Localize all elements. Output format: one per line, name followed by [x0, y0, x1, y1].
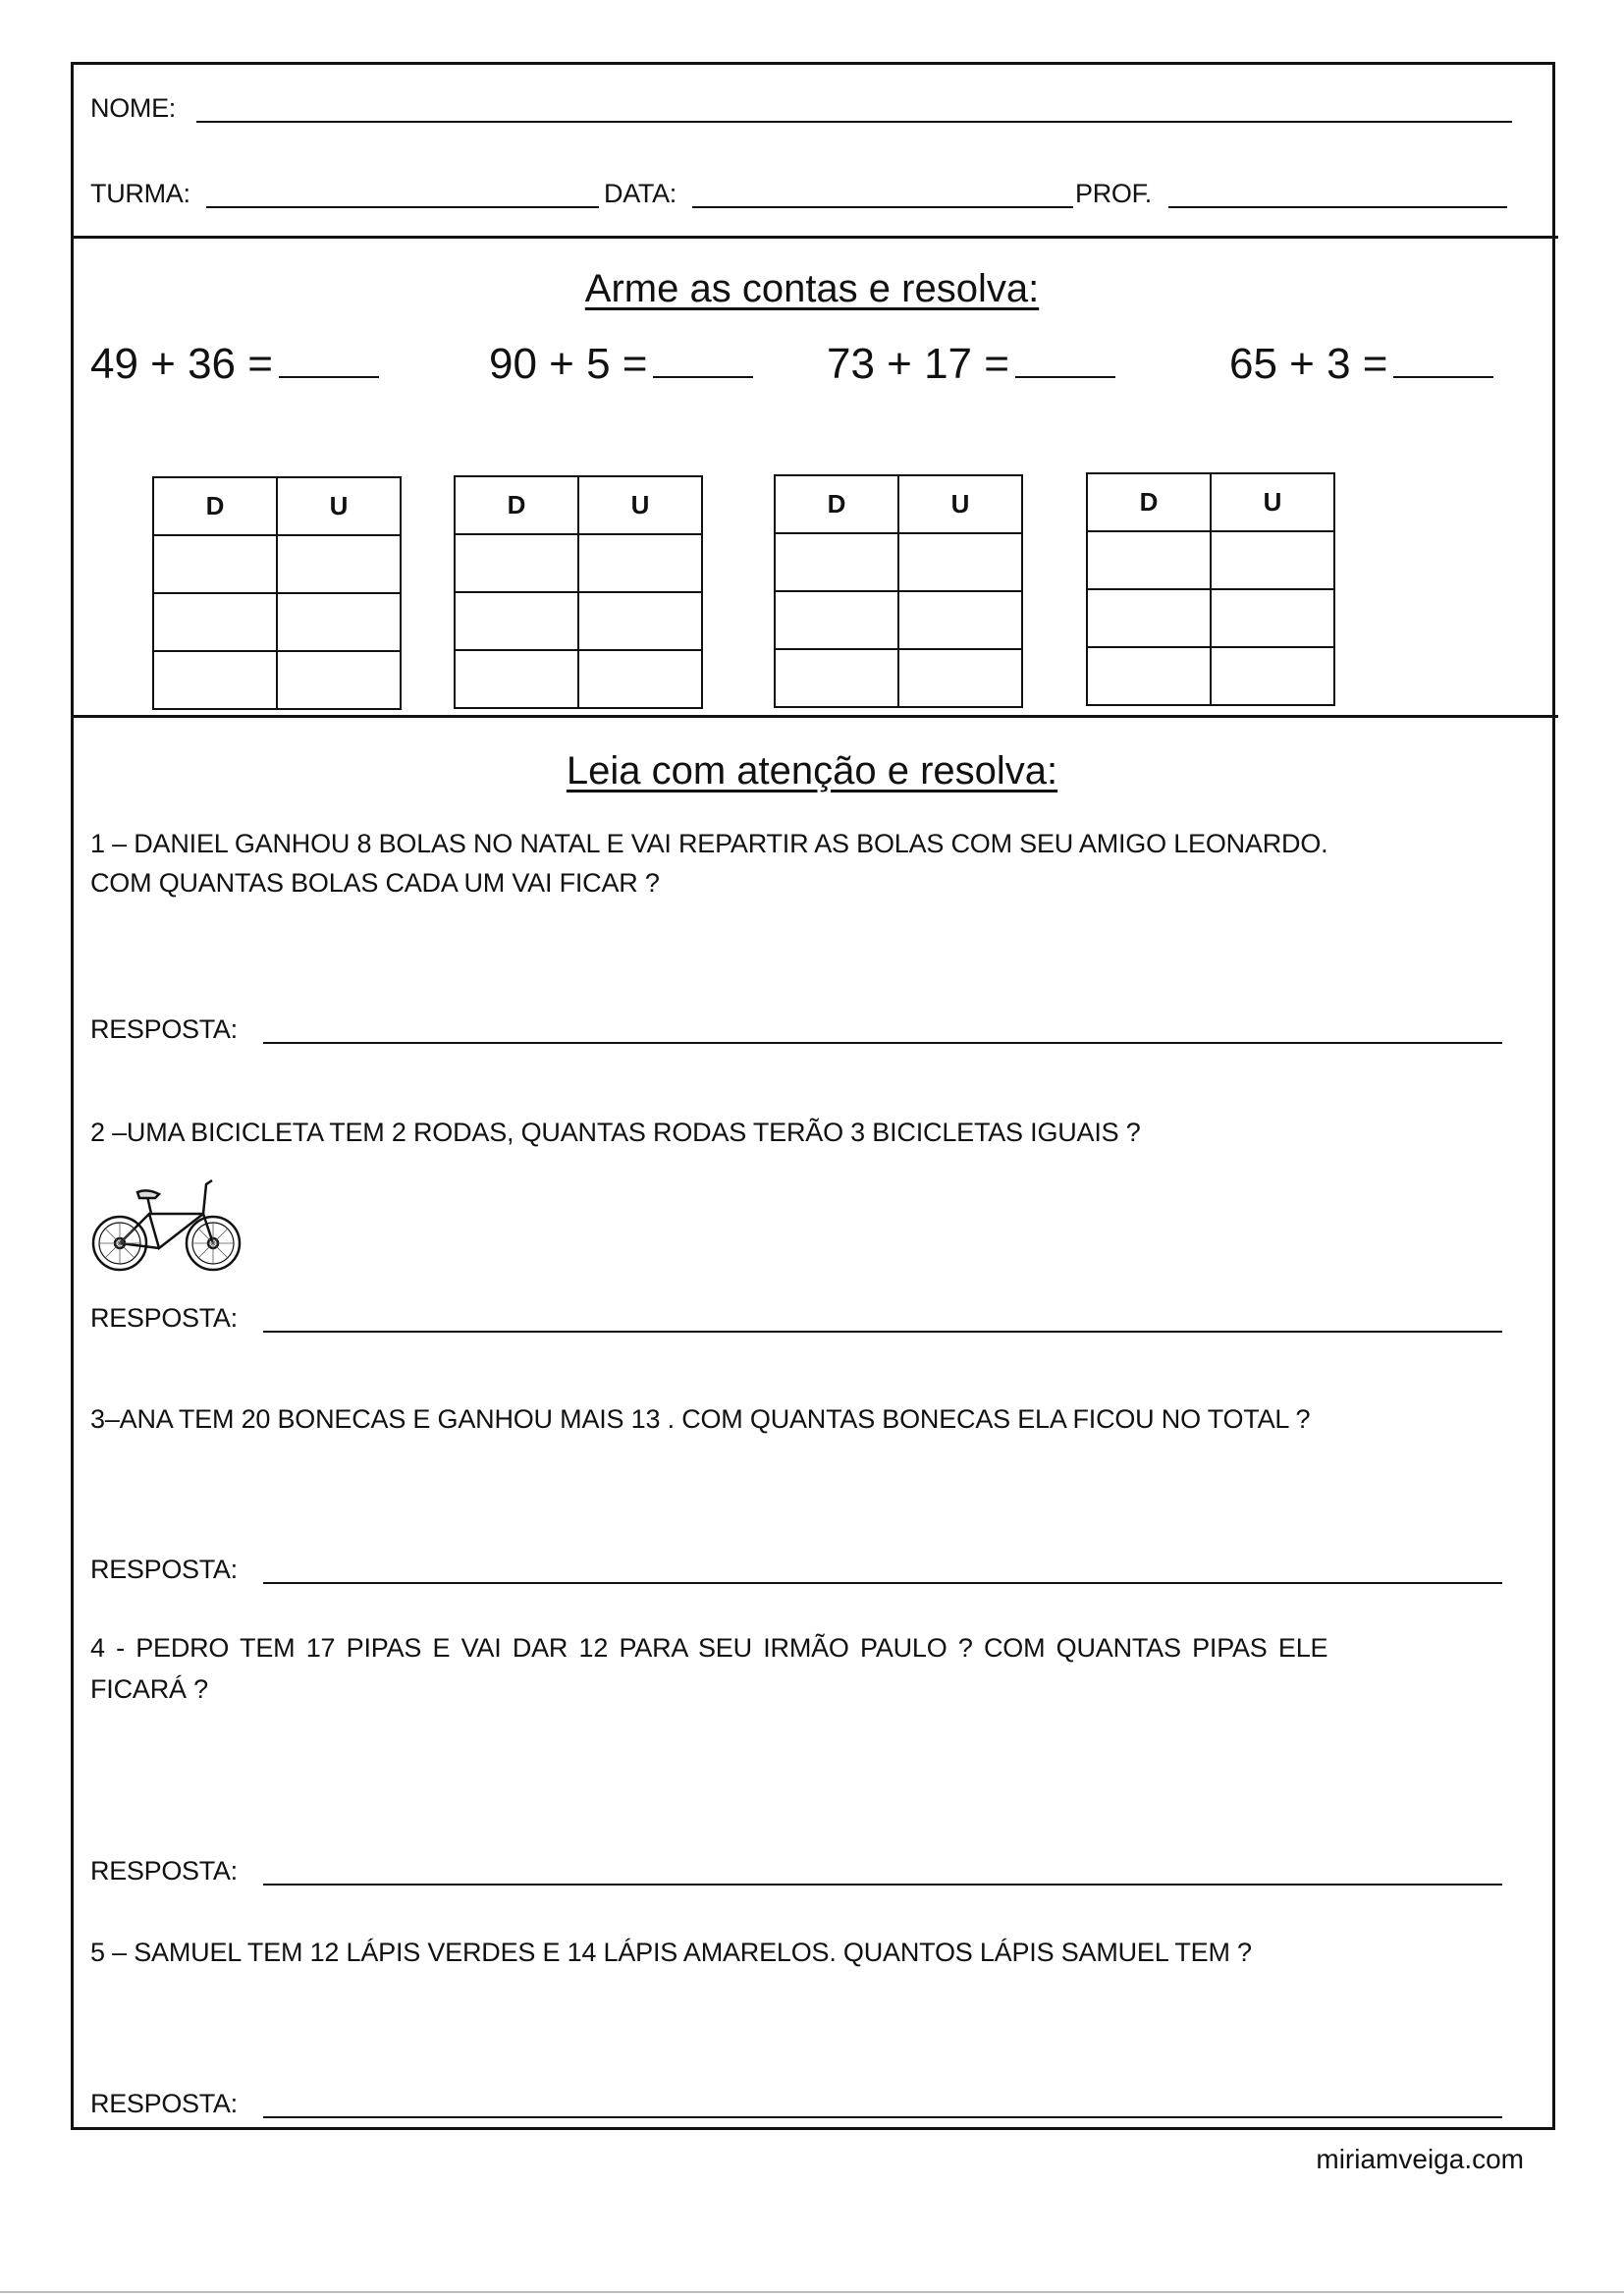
answer-1-label: RESPOSTA:	[90, 1014, 238, 1044]
cell[interactable]	[153, 593, 277, 651]
cell[interactable]	[1087, 531, 1211, 589]
answer-2-label: RESPOSTA:	[90, 1303, 238, 1333]
cell[interactable]	[578, 650, 702, 708]
equation-2-text: 90 + 5 =	[489, 340, 648, 388]
answer-5-field[interactable]	[263, 2116, 1502, 2118]
teacher-label: PROF.	[1075, 179, 1153, 208]
du-table-1	[152, 476, 402, 710]
cell[interactable]	[898, 591, 1022, 649]
cell[interactable]	[898, 649, 1022, 707]
question-5-line1: 5 – SAMUEL TEM 12 LÁPIS VERDES E 14 LÁPIS AMARELOS. QUANTOS LÁPIS SAMUEL TEM ?	[90, 1938, 1252, 1967]
equation-1-text: 49 + 36 =	[90, 340, 273, 388]
teacher-field[interactable]	[1168, 206, 1507, 208]
answer-5-label: RESPOSTA:	[90, 2089, 238, 2118]
header-divider	[71, 236, 1558, 239]
cell[interactable]	[578, 592, 702, 650]
equation-1	[90, 339, 379, 389]
tens-header: D	[153, 477, 277, 535]
cell[interactable]	[455, 592, 578, 650]
equation-2-answer[interactable]	[653, 339, 753, 378]
name-field[interactable]	[196, 121, 1512, 123]
tens-header: D	[775, 475, 898, 533]
cell[interactable]	[277, 651, 401, 709]
du-table-4	[1086, 472, 1335, 706]
bicycle-icon	[90, 1175, 247, 1277]
cell[interactable]	[153, 651, 277, 709]
answer-1-field[interactable]	[263, 1042, 1502, 1044]
question-1-line1: 1 – DANIEL GANHOU 8 BOLAS NO NATAL E VAI REPARTIR AS BOLAS COM SEU AMIGO LEONARDO.	[90, 829, 1328, 858]
answer-3-field[interactable]	[263, 1582, 1502, 1584]
du-table-3	[774, 474, 1023, 708]
answer-4-field[interactable]	[263, 1884, 1502, 1886]
answer-3-label: RESPOSTA:	[90, 1555, 238, 1584]
tens-header: D	[1087, 473, 1211, 531]
tens-header: D	[455, 476, 578, 534]
class-label: TURMA:	[90, 179, 190, 208]
cell[interactable]	[578, 534, 702, 592]
equation-4-answer[interactable]	[1393, 339, 1493, 378]
question-4-line1: 4 - PEDRO TEM 17 PIPAS E VAI DAR 12 PARA SEU IRMÃO PAULO ? COM QUANTAS PIPAS ELE	[90, 1633, 1328, 1663]
name-label: NOME:	[90, 93, 177, 123]
units-header: U	[277, 477, 401, 535]
units-header: U	[578, 476, 702, 534]
question-1-line2: COM QUANTAS BOLAS CADA UM VAI FICAR ?	[90, 868, 660, 898]
cell[interactable]	[775, 649, 898, 707]
cell[interactable]	[277, 535, 401, 593]
equation-3	[827, 339, 1115, 389]
units-header: U	[1211, 473, 1334, 531]
question-4-line2: FICARÁ ?	[90, 1674, 208, 1704]
section1-title: Arme as contas e resolva:	[584, 267, 1040, 310]
cell[interactable]	[775, 533, 898, 591]
cell[interactable]	[1211, 531, 1334, 589]
cell[interactable]	[1211, 647, 1334, 705]
cell[interactable]	[455, 534, 578, 592]
footer-site: miriamveiga.com	[1316, 2144, 1524, 2174]
equation-4-text: 65 + 3 =	[1229, 340, 1388, 388]
class-field[interactable]	[206, 206, 599, 208]
cell[interactable]	[277, 593, 401, 651]
date-field[interactable]	[692, 206, 1073, 208]
equation-2	[489, 339, 753, 389]
section-divider	[71, 715, 1558, 718]
section2-title: Leia com atenção e resolva:	[566, 749, 1058, 793]
date-label: DATA:	[604, 179, 677, 208]
equation-3-answer[interactable]	[1015, 339, 1115, 378]
cell[interactable]	[1087, 589, 1211, 647]
cell[interactable]	[1087, 647, 1211, 705]
question-3-line1: 3–ANA TEM 20 BONECAS E GANHOU MAIS 13 . COM QUANTAS BONECAS ELA FICOU NO TOTAL ?	[90, 1404, 1311, 1434]
cell[interactable]	[455, 650, 578, 708]
cell[interactable]	[1211, 589, 1334, 647]
du-table-2	[454, 475, 703, 709]
units-header: U	[898, 475, 1022, 533]
page-edge	[0, 2291, 1624, 2293]
equation-1-answer[interactable]	[279, 339, 379, 378]
equation-4	[1229, 339, 1493, 389]
question-2-line1: 2 –UMA BICICLETA TEM 2 RODAS, QUANTAS RODAS TERÃO 3 BICICLETAS IGUAIS ?	[90, 1118, 1141, 1147]
cell[interactable]	[775, 591, 898, 649]
cell[interactable]	[153, 535, 277, 593]
cell[interactable]	[898, 533, 1022, 591]
answer-4-label: RESPOSTA:	[90, 1856, 238, 1886]
answer-2-field[interactable]	[263, 1331, 1502, 1333]
equation-3-text: 73 + 17 =	[827, 340, 1009, 388]
